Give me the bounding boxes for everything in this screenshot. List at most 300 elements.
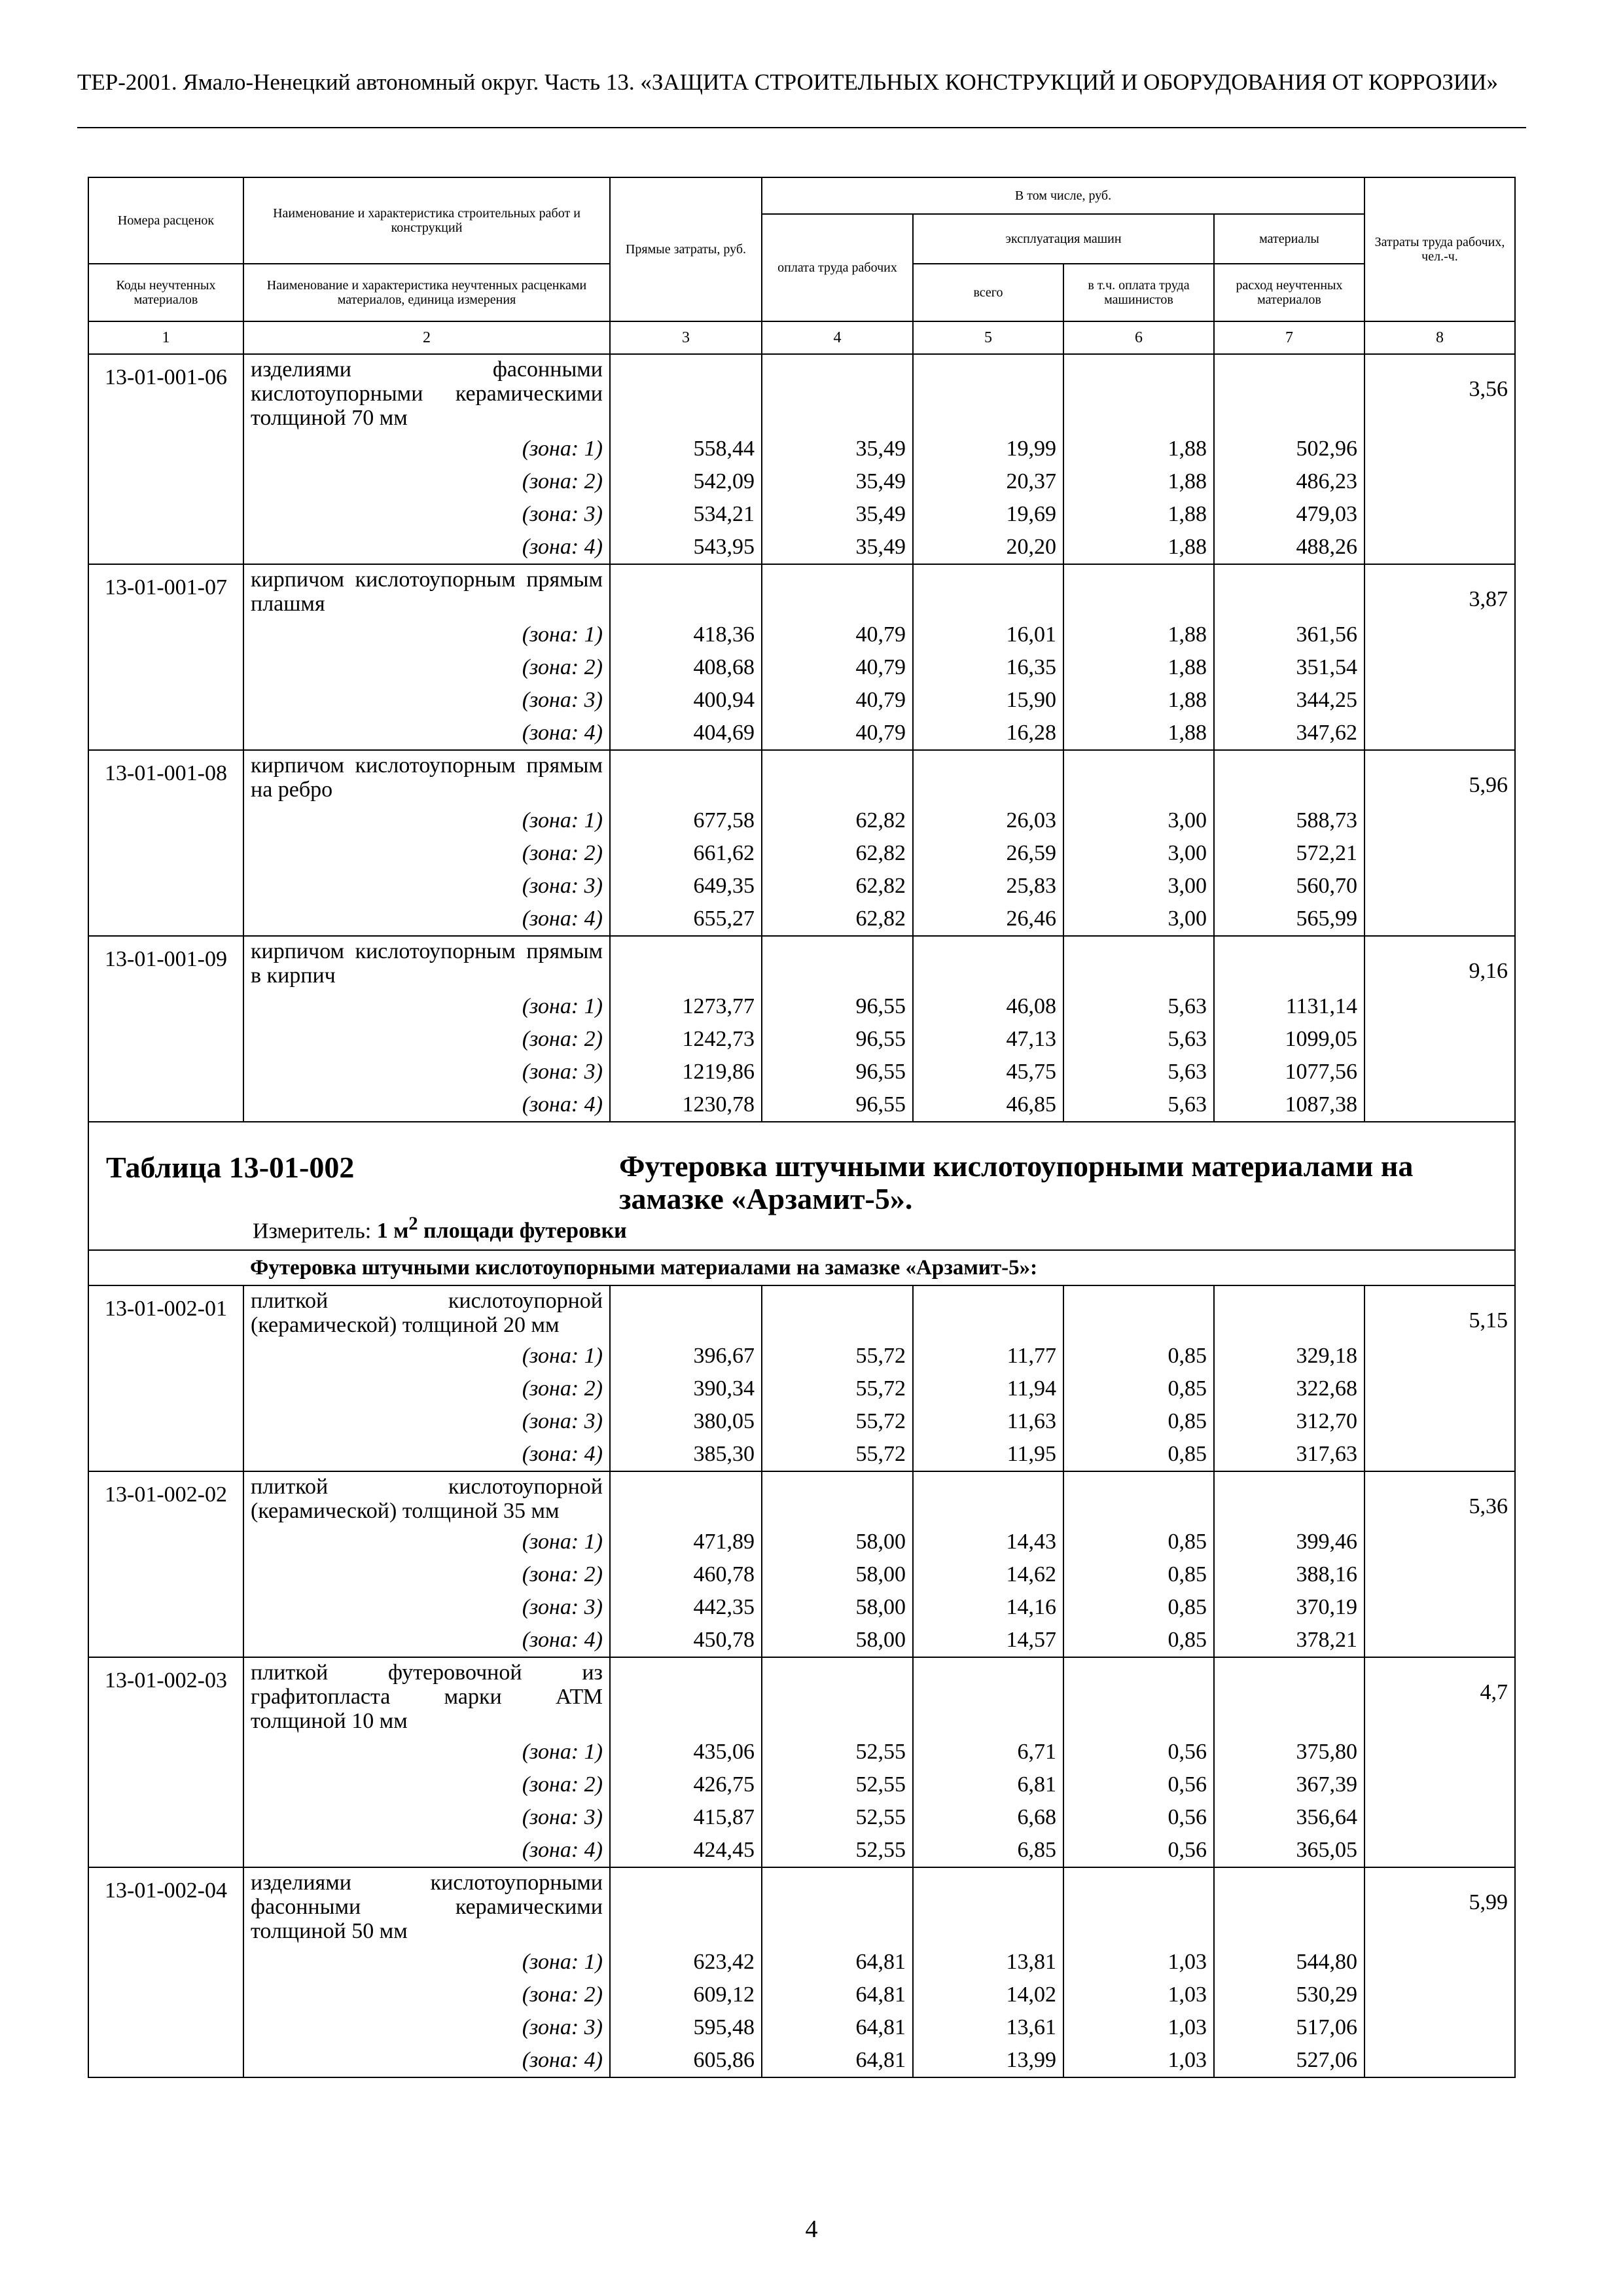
direct-costs-value: 390,34 bbox=[610, 1372, 762, 1405]
operator-pay-value: 1,88 bbox=[1063, 498, 1214, 531]
zone-label: (зона: 1) bbox=[243, 1946, 610, 1979]
zone-label: (зона: 3) bbox=[243, 498, 610, 531]
machines-total-value: 45,75 bbox=[913, 1056, 1063, 1088]
measure-label: Измеритель: bbox=[253, 1219, 372, 1244]
operator-pay-value: 0,85 bbox=[1063, 1340, 1214, 1372]
operator-pay-value: 1,03 bbox=[1063, 1979, 1214, 2011]
column-numbers-row bbox=[88, 321, 1515, 354]
header-direct-costs: Прямые затраты, руб. bbox=[610, 177, 762, 321]
direct-costs-value: 605,86 bbox=[610, 2044, 762, 2077]
materials-value: 479,03 bbox=[1214, 498, 1364, 531]
empty-cell bbox=[1063, 936, 1214, 990]
header-labor: Затраты труда рабочих, чел.-ч. bbox=[1364, 177, 1515, 321]
materials-value: 370,19 bbox=[1214, 1591, 1364, 1624]
operator-pay-value: 1,88 bbox=[1063, 433, 1214, 465]
worker-pay-value: 58,00 bbox=[762, 1591, 913, 1624]
materials-value: 388,16 bbox=[1214, 1558, 1364, 1591]
direct-costs-value: 408,68 bbox=[610, 651, 762, 684]
machines-total-value: 13,61 bbox=[913, 2011, 1063, 2044]
zone-label: (зона: 2) bbox=[243, 1023, 610, 1056]
operator-pay-value: 5,63 bbox=[1063, 1056, 1214, 1088]
empty-cell bbox=[1214, 354, 1364, 433]
operator-pay-value: 5,63 bbox=[1063, 1088, 1214, 1122]
zone-row bbox=[88, 1526, 1515, 1558]
materials-value: 351,54 bbox=[1214, 651, 1364, 684]
empty-cell bbox=[1063, 1471, 1214, 1526]
labor-cost: 5,36 bbox=[1364, 1471, 1515, 1657]
materials-value: 486,23 bbox=[1214, 465, 1364, 498]
empty-cell bbox=[610, 750, 762, 804]
empty-cell bbox=[762, 354, 913, 433]
operator-pay-value: 0,85 bbox=[1063, 1405, 1214, 1438]
header-rate-numbers: Номера расценок bbox=[88, 177, 243, 264]
zone-row bbox=[88, 1088, 1515, 1122]
worker-pay-value: 55,72 bbox=[762, 1438, 913, 1471]
labor-cost: 4,7 bbox=[1364, 1657, 1515, 1867]
zone-label: (зона: 4) bbox=[243, 903, 610, 936]
empty-cell bbox=[1063, 564, 1214, 619]
labor-cost: 5,96 bbox=[1364, 750, 1515, 936]
header-rule bbox=[77, 127, 1526, 128]
materials-value: 517,06 bbox=[1214, 2011, 1364, 2044]
worker-pay-value: 40,79 bbox=[762, 684, 913, 717]
rate-code: 13-01-001-07 bbox=[88, 564, 243, 750]
worker-pay-value: 62,82 bbox=[762, 837, 913, 870]
materials-value: 1077,56 bbox=[1214, 1056, 1364, 1088]
machines-total-value: 6,81 bbox=[913, 1768, 1063, 1801]
rate-row bbox=[88, 750, 1515, 804]
measure-value: 1 $м^2$ площади футеровки bbox=[376, 1214, 627, 1244]
table-2-measure bbox=[253, 1214, 627, 1244]
operator-pay-value: 1,88 bbox=[1063, 465, 1214, 498]
empty-cell bbox=[610, 564, 762, 619]
direct-costs-value: 1230,78 bbox=[610, 1088, 762, 1122]
direct-costs-value: 385,30 bbox=[610, 1438, 762, 1471]
rate-code: 13-01-002-03 bbox=[88, 1657, 243, 1867]
direct-costs-value: 442,35 bbox=[610, 1591, 762, 1624]
rate-row bbox=[88, 1657, 1515, 1736]
labor-cost: 3,56 bbox=[1364, 354, 1515, 564]
header-work-name: Наименование и характеристика строительных работ и конструкций bbox=[243, 177, 610, 264]
zone-row bbox=[88, 1558, 1515, 1591]
zone-label: (зона: 1) bbox=[243, 1340, 610, 1372]
operator-pay-value: 1,88 bbox=[1063, 684, 1214, 717]
machines-total-value: 20,37 bbox=[913, 465, 1063, 498]
direct-costs-value: 649,35 bbox=[610, 870, 762, 903]
rates-table bbox=[88, 177, 1516, 2078]
worker-pay-value: 40,79 bbox=[762, 651, 913, 684]
zone-row bbox=[88, 684, 1515, 717]
materials-value: 312,70 bbox=[1214, 1405, 1364, 1438]
worker-pay-value: 62,82 bbox=[762, 903, 913, 936]
rate-code: 13-01-002-01 bbox=[88, 1285, 243, 1471]
materials-value: 588,73 bbox=[1214, 804, 1364, 837]
zone-label: (зона: 3) bbox=[243, 870, 610, 903]
operator-pay-value: 0,85 bbox=[1063, 1558, 1214, 1591]
machines-total-value: 19,99 bbox=[913, 433, 1063, 465]
direct-costs-value: 400,94 bbox=[610, 684, 762, 717]
empty-cell bbox=[610, 1285, 762, 1340]
worker-pay-value: 52,55 bbox=[762, 1768, 913, 1801]
table-2-section-title: Футеровка штучными кислотоупорными материалами на замазке «Арзамит-5»: bbox=[243, 1250, 1515, 1285]
worker-pay-value: 96,55 bbox=[762, 990, 913, 1023]
machines-total-value: 46,08 bbox=[913, 990, 1063, 1023]
operator-pay-value: 0,56 bbox=[1063, 1768, 1214, 1801]
operator-pay-value: 1,03 bbox=[1063, 1946, 1214, 1979]
empty-cell bbox=[1214, 1285, 1364, 1340]
zone-label: (зона: 2) bbox=[243, 1979, 610, 2011]
machines-total-value: 6,68 bbox=[913, 1801, 1063, 1834]
materials-value: 347,62 bbox=[1214, 717, 1364, 750]
empty-cell bbox=[610, 1471, 762, 1526]
worker-pay-value: 58,00 bbox=[762, 1624, 913, 1657]
machines-total-value: 11,95 bbox=[913, 1438, 1063, 1471]
zone-row bbox=[88, 1768, 1515, 1801]
materials-value: 367,39 bbox=[1214, 1768, 1364, 1801]
zone-label: (зона: 3) bbox=[243, 684, 610, 717]
zone-label: (зона: 2) bbox=[243, 1768, 610, 1801]
empty-cell bbox=[762, 1867, 913, 1946]
materials-value: 317,63 bbox=[1214, 1438, 1364, 1471]
labor-cost: 5,15 bbox=[1364, 1285, 1515, 1471]
direct-costs-value: 623,42 bbox=[610, 1946, 762, 1979]
zone-row bbox=[88, 2011, 1515, 2044]
materials-value: 544,80 bbox=[1214, 1946, 1364, 1979]
worker-pay-value: 52,55 bbox=[762, 1736, 913, 1768]
empty-cell bbox=[762, 750, 913, 804]
operator-pay-value: 0,85 bbox=[1063, 1591, 1214, 1624]
worker-pay-value: 35,49 bbox=[762, 531, 913, 564]
operator-pay-value: 3,00 bbox=[1063, 837, 1214, 870]
machines-total-value: 14,16 bbox=[913, 1591, 1063, 1624]
zone-label: (зона: 1) bbox=[243, 1526, 610, 1558]
empty-cell bbox=[1063, 750, 1214, 804]
empty-cell bbox=[762, 1657, 913, 1736]
direct-costs-value: 543,95 bbox=[610, 531, 762, 564]
zone-row bbox=[88, 1056, 1515, 1088]
page-header: ТЕР-2001. Ямало-Ненецкий автономный округ. Часть 13. «ЗАЩИТА СТРОИТЕЛЬНЫХ КОНСТРУКЦИЙ И ОБОРУДОВАНИЯ ОТ КОРРОЗИИ» bbox=[77, 69, 1498, 95]
zone-label: (зона: 4) bbox=[243, 531, 610, 564]
worker-pay-value: 40,79 bbox=[762, 619, 913, 651]
table-body-top bbox=[88, 321, 1515, 1122]
operator-pay-value: 1,03 bbox=[1063, 2044, 1214, 2077]
zone-label: (зона: 3) bbox=[243, 2011, 610, 2044]
header-unaccounted-codes: Коды неучтенных материалов bbox=[88, 264, 243, 321]
machines-total-value: 13,99 bbox=[913, 2044, 1063, 2077]
zone-row bbox=[88, 2044, 1515, 2077]
zone-label: (зона: 1) bbox=[243, 990, 610, 1023]
machines-total-value: 14,02 bbox=[913, 1979, 1063, 2011]
rate-description: плиткой кислотоупорной (керамической) толщиной 20 мм bbox=[243, 1285, 610, 1340]
direct-costs-value: 460,78 bbox=[610, 1558, 762, 1591]
rate-description: изделиями кислотоупорными фасонными керамическими толщиной 50 мм bbox=[243, 1867, 610, 1946]
worker-pay-value: 40,79 bbox=[762, 717, 913, 750]
worker-pay-value: 62,82 bbox=[762, 804, 913, 837]
table-2-title-block bbox=[88, 1122, 1515, 1250]
header-operator-pay: в т.ч. оплата труда машинистов bbox=[1063, 264, 1214, 321]
direct-costs-value: 677,58 bbox=[610, 804, 762, 837]
machines-total-value: 20,20 bbox=[913, 531, 1063, 564]
direct-costs-value: 396,67 bbox=[610, 1340, 762, 1372]
rate-description: изделиями фасонными кислотоупорными керамическими толщиной 70 мм bbox=[243, 354, 610, 433]
empty-cell bbox=[1063, 1285, 1214, 1340]
header-materials: материалы bbox=[1214, 214, 1364, 264]
empty-cell bbox=[1063, 1657, 1214, 1736]
worker-pay-value: 55,72 bbox=[762, 1340, 913, 1372]
operator-pay-value: 1,03 bbox=[1063, 2011, 1214, 2044]
empty-cell bbox=[1214, 750, 1364, 804]
materials-value: 399,46 bbox=[1214, 1526, 1364, 1558]
rate-code: 13-01-002-02 bbox=[88, 1471, 243, 1657]
direct-costs-value: 424,45 bbox=[610, 1834, 762, 1867]
zone-row bbox=[88, 1736, 1515, 1768]
direct-costs-value: 471,89 bbox=[610, 1526, 762, 1558]
zone-row bbox=[88, 1340, 1515, 1372]
rate-code: 13-01-002-04 bbox=[88, 1867, 243, 2077]
zone-label: (зона: 2) bbox=[243, 651, 610, 684]
machines-total-value: 6,71 bbox=[913, 1736, 1063, 1768]
zone-row bbox=[88, 903, 1515, 936]
column-number: 3 bbox=[610, 321, 762, 354]
empty-cell bbox=[610, 1867, 762, 1946]
zone-row bbox=[88, 804, 1515, 837]
rate-row bbox=[88, 564, 1515, 619]
direct-costs-value: 609,12 bbox=[610, 1979, 762, 2011]
worker-pay-value: 58,00 bbox=[762, 1558, 913, 1591]
worker-pay-value: 35,49 bbox=[762, 465, 913, 498]
zone-label: (зона: 1) bbox=[243, 433, 610, 465]
column-number: 8 bbox=[1364, 321, 1515, 354]
worker-pay-value: 96,55 bbox=[762, 1088, 913, 1122]
machines-total-value: 26,46 bbox=[913, 903, 1063, 936]
empty-cell bbox=[913, 1471, 1063, 1526]
zone-row bbox=[88, 837, 1515, 870]
zone-label: (зона: 3) bbox=[243, 1801, 610, 1834]
zone-label: (зона: 1) bbox=[243, 619, 610, 651]
empty-cell bbox=[762, 564, 913, 619]
operator-pay-value: 3,00 bbox=[1063, 804, 1214, 837]
column-number: 7 bbox=[1214, 321, 1364, 354]
empty-cell bbox=[1063, 354, 1214, 433]
operator-pay-value: 0,85 bbox=[1063, 1372, 1214, 1405]
header-machines: эксплуатация машин bbox=[913, 214, 1214, 264]
labor-cost: 5,99 bbox=[1364, 1867, 1515, 2077]
empty-cell bbox=[762, 936, 913, 990]
table-2-title: Футеровка штучными кислотоупорными материалами на замазке «Арзамит-5». bbox=[619, 1149, 1414, 1215]
zone-label: (зона: 2) bbox=[243, 465, 610, 498]
operator-pay-value: 1,88 bbox=[1063, 717, 1214, 750]
empty-cell bbox=[1214, 1657, 1364, 1736]
operator-pay-value: 5,63 bbox=[1063, 990, 1214, 1023]
operator-pay-value: 0,85 bbox=[1063, 1526, 1214, 1558]
direct-costs-value: 534,21 bbox=[610, 498, 762, 531]
rate-row bbox=[88, 936, 1515, 990]
zone-label: (зона: 2) bbox=[243, 1558, 610, 1591]
empty-cell bbox=[913, 564, 1063, 619]
zone-label: (зона: 4) bbox=[243, 717, 610, 750]
header-worker-pay: оплата труда рабочих bbox=[762, 214, 913, 321]
rate-code: 13-01-001-09 bbox=[88, 936, 243, 1122]
machines-total-value: 11,94 bbox=[913, 1372, 1063, 1405]
zone-label: (зона: 4) bbox=[243, 2044, 610, 2077]
empty-cell bbox=[610, 1657, 762, 1736]
materials-value: 375,80 bbox=[1214, 1736, 1364, 1768]
zone-row bbox=[88, 1801, 1515, 1834]
machines-total-value: 13,81 bbox=[913, 1946, 1063, 1979]
zone-row bbox=[88, 465, 1515, 498]
operator-pay-value: 0,85 bbox=[1063, 1624, 1214, 1657]
zone-label: (зона: 2) bbox=[243, 1372, 610, 1405]
zone-row bbox=[88, 619, 1515, 651]
operator-pay-value: 1,88 bbox=[1063, 619, 1214, 651]
materials-value: 560,70 bbox=[1214, 870, 1364, 903]
empty-cell bbox=[1214, 1867, 1364, 1946]
labor-cost: 9,16 bbox=[1364, 936, 1515, 1122]
table-body-bottom bbox=[88, 1285, 1515, 2077]
zone-row bbox=[88, 531, 1515, 564]
zone-row bbox=[88, 1946, 1515, 1979]
zone-row bbox=[88, 1591, 1515, 1624]
machines-total-value: 11,77 bbox=[913, 1340, 1063, 1372]
machines-total-value: 14,43 bbox=[913, 1526, 1063, 1558]
zone-row bbox=[88, 1023, 1515, 1056]
rate-code: 13-01-001-08 bbox=[88, 750, 243, 936]
worker-pay-value: 64,81 bbox=[762, 2044, 913, 2077]
worker-pay-value: 55,72 bbox=[762, 1405, 913, 1438]
materials-value: 365,05 bbox=[1214, 1834, 1364, 1867]
worker-pay-value: 52,55 bbox=[762, 1834, 913, 1867]
zone-row bbox=[88, 870, 1515, 903]
operator-pay-value: 3,00 bbox=[1063, 903, 1214, 936]
worker-pay-value: 58,00 bbox=[762, 1526, 913, 1558]
machines-total-value: 14,62 bbox=[913, 1558, 1063, 1591]
worker-pay-value: 35,49 bbox=[762, 498, 913, 531]
zone-label: (зона: 1) bbox=[243, 1736, 610, 1768]
direct-costs-value: 655,27 bbox=[610, 903, 762, 936]
direct-costs-value: 1219,86 bbox=[610, 1056, 762, 1088]
rate-row bbox=[88, 1471, 1515, 1526]
column-number: 4 bbox=[762, 321, 913, 354]
machines-total-value: 47,13 bbox=[913, 1023, 1063, 1056]
materials-value: 502,96 bbox=[1214, 433, 1364, 465]
column-number: 2 bbox=[243, 321, 610, 354]
direct-costs-value: 404,69 bbox=[610, 717, 762, 750]
zone-row bbox=[88, 1372, 1515, 1405]
direct-costs-value: 661,62 bbox=[610, 837, 762, 870]
worker-pay-value: 64,81 bbox=[762, 1946, 913, 1979]
operator-pay-value: 5,63 bbox=[1063, 1023, 1214, 1056]
zone-label: (зона: 4) bbox=[243, 1834, 610, 1867]
worker-pay-value: 62,82 bbox=[762, 870, 913, 903]
direct-costs-value: 595,48 bbox=[610, 2011, 762, 2044]
header-machines-total: всего bbox=[913, 264, 1063, 321]
zone-label: (зона: 3) bbox=[243, 1405, 610, 1438]
direct-costs-value: 426,75 bbox=[610, 1768, 762, 1801]
direct-costs-value: 542,09 bbox=[610, 465, 762, 498]
rate-row bbox=[88, 354, 1515, 433]
zone-label: (зона: 2) bbox=[243, 837, 610, 870]
machines-total-value: 26,59 bbox=[913, 837, 1063, 870]
empty-cell bbox=[610, 936, 762, 990]
page-number: 4 bbox=[805, 2215, 818, 2243]
empty-cell bbox=[1063, 1867, 1214, 1946]
rate-description: кирпичом кислотоупорным прямым плашмя bbox=[243, 564, 610, 619]
machines-total-value: 25,83 bbox=[913, 870, 1063, 903]
operator-pay-value: 1,88 bbox=[1063, 651, 1214, 684]
worker-pay-value: 52,55 bbox=[762, 1801, 913, 1834]
header-unaccounted-consumption: расход неучтенных материалов bbox=[1214, 264, 1364, 321]
zone-label: (зона: 3) bbox=[243, 1056, 610, 1088]
materials-value: 572,21 bbox=[1214, 837, 1364, 870]
direct-costs-value: 1273,77 bbox=[610, 990, 762, 1023]
rate-row bbox=[88, 1285, 1515, 1340]
direct-costs-value: 450,78 bbox=[610, 1624, 762, 1657]
materials-value: 527,06 bbox=[1214, 2044, 1364, 2077]
machines-total-value: 11,63 bbox=[913, 1405, 1063, 1438]
operator-pay-value: 0,56 bbox=[1063, 1736, 1214, 1768]
zone-row bbox=[88, 1834, 1515, 1867]
zone-row bbox=[88, 498, 1515, 531]
column-number: 5 bbox=[913, 321, 1063, 354]
empty-cell bbox=[610, 354, 762, 433]
materials-value: 1099,05 bbox=[1214, 1023, 1364, 1056]
materials-value: 344,25 bbox=[1214, 684, 1364, 717]
machines-total-value: 6,85 bbox=[913, 1834, 1063, 1867]
zone-label: (зона: 4) bbox=[243, 1438, 610, 1471]
operator-pay-value: 1,88 bbox=[1063, 531, 1214, 564]
labor-cost: 3,87 bbox=[1364, 564, 1515, 750]
rate-code: 13-01-001-06 bbox=[88, 354, 243, 564]
zone-label: (зона: 1) bbox=[243, 804, 610, 837]
worker-pay-value: 55,72 bbox=[762, 1372, 913, 1405]
table-2-heading bbox=[88, 1122, 1515, 1285]
empty-cell bbox=[913, 354, 1063, 433]
empty-cell bbox=[913, 1285, 1063, 1340]
empty-cell bbox=[1214, 936, 1364, 990]
machines-total-value: 19,69 bbox=[913, 498, 1063, 531]
rate-description: плиткой кислотоупорной (керамической) толщиной 35 мм bbox=[243, 1471, 610, 1526]
empty-cell bbox=[1214, 564, 1364, 619]
empty-cell bbox=[913, 750, 1063, 804]
materials-value: 530,29 bbox=[1214, 1979, 1364, 2011]
zone-row bbox=[88, 1438, 1515, 1471]
zone-row bbox=[88, 1979, 1515, 2011]
machines-total-value: 16,28 bbox=[913, 717, 1063, 750]
materials-value: 565,99 bbox=[1214, 903, 1364, 936]
worker-pay-value: 64,81 bbox=[762, 2011, 913, 2044]
rate-description: кирпичом кислотоупорным прямым на ребро bbox=[243, 750, 610, 804]
empty-cell bbox=[913, 1867, 1063, 1946]
materials-value: 1131,14 bbox=[1214, 990, 1364, 1023]
zone-row bbox=[88, 651, 1515, 684]
direct-costs-value: 435,06 bbox=[610, 1736, 762, 1768]
header-including: В том числе, руб. bbox=[762, 177, 1364, 214]
machines-total-value: 14,57 bbox=[913, 1624, 1063, 1657]
materials-value: 488,26 bbox=[1214, 531, 1364, 564]
empty-cell bbox=[1214, 1471, 1364, 1526]
direct-costs-value: 418,36 bbox=[610, 619, 762, 651]
materials-value: 356,64 bbox=[1214, 1801, 1364, 1834]
materials-value: 322,68 bbox=[1214, 1372, 1364, 1405]
direct-costs-value: 1242,73 bbox=[610, 1023, 762, 1056]
operator-pay-value: 0,85 bbox=[1063, 1438, 1214, 1471]
zone-label: (зона: 4) bbox=[243, 1624, 610, 1657]
operator-pay-value: 0,56 bbox=[1063, 1801, 1214, 1834]
table-2-number: Таблица 13-01-002 bbox=[106, 1151, 355, 1184]
materials-value: 378,21 bbox=[1214, 1624, 1364, 1657]
worker-pay-value: 35,49 bbox=[762, 433, 913, 465]
machines-total-value: 46,85 bbox=[913, 1088, 1063, 1122]
